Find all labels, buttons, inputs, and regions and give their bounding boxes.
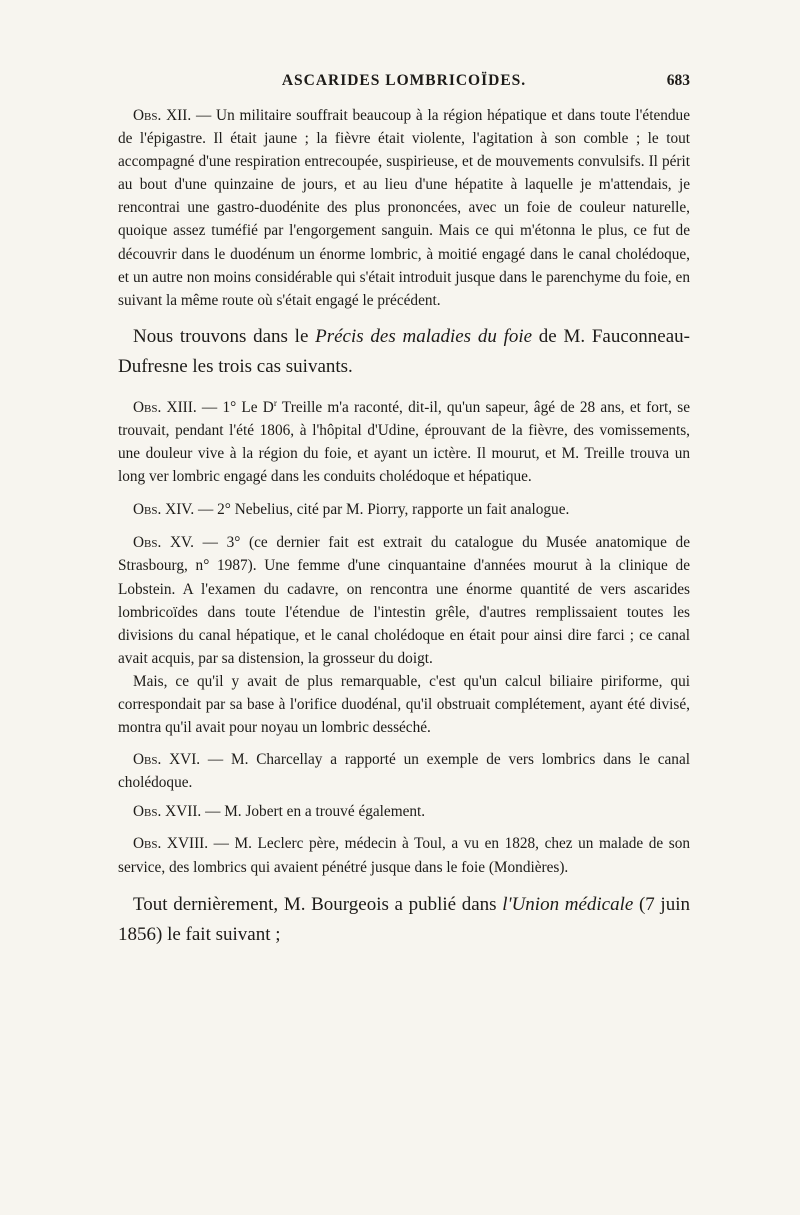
running-title: ASCARIDES LOMBRICOÏDES.: [281, 72, 527, 89]
observation-xvi: [118, 748, 690, 794]
observation-text-pre: — 1° Le D: [196, 398, 274, 416]
intro-text: Nous trouvons dans le: [133, 325, 316, 347]
observation-xv-continued: [118, 670, 690, 739]
intro-text-end: de M. Fauconneau-Dufresne les trois cas suivants.: [118, 325, 690, 377]
observation-text: — M. Leclerc père, médecin à Toul, a vu en 1828, chez un malade de son service, des lombrics qui avaient pénétré jusque dans le foie (Mondières).: [118, 835, 691, 876]
running-head: [118, 72, 690, 100]
observation-label: Obs. XII.: [133, 107, 192, 124]
book-page: [118, 72, 690, 950]
observation-text: — Un militaire souffrait beaucoup à la région hépatique et dans toute l'étendue de l'épigastre. Il était jaune ; la fièvre était violente, l'agitation à son comble ; le tout accompagné d'une respiration entrecoupée, suspirieuse, et de mouvements convulsifs. Il périt au bout d'une quinzaine de jours, et au lieu d'une hépatite à laquelle je m'attendais, je rencontrai une gastro-duodénite des plus prononcées, avec un foie de couleur naturelle, quoique assez tuméfié par l'engorgement sanguin. Mais ce qui m'étonna le plus, ce fut de découvrir dans le duodénum un énorme lombric, à moitié engagé dans le canal cholédoque, et un autre non moins considérable qui s'était introduit jusque dans le parenchyme du foie, en suivant la même route où s'était engagé le précédent.: [118, 107, 690, 309]
observation-label: Obs. XV.: [133, 534, 194, 552]
observation-label: Obs. XVII.: [133, 803, 202, 821]
observation-label: Obs. XIV.: [133, 501, 195, 519]
observation-xii: [118, 104, 690, 312]
closing-text: Tout dernièrement, M. Bourgeois a publié dans: [133, 893, 503, 915]
journal-title: l'Union médicale: [502, 893, 634, 915]
observation-text: Mais, ce qu'il y avait de plus remarquable, c'est qu'un calcul biliaire piriforme, qui correspondait par sa base à l'orifice duodénal, qu'il obstruait complétement, ayant été divisé, montra qu'il avait pour noyau un lombric desséché.: [118, 672, 690, 737]
observation-text: — 2° Nebelius, cité par M. Piorry, rapporte un fait analogue.: [194, 501, 570, 519]
observation-xiv: [118, 498, 690, 521]
observation-label: Obs. XVI.: [133, 751, 201, 769]
closing-text-end: (7 juin 1856) le fait suivant ;: [118, 893, 690, 945]
observation-text: Treille m'a raconté, dit-il, qu'un sapeur, âgé de 28 ans, et fort, se trouvait, pendant l'été 1806, à l'hôpital d'Udine, éprouvant de la fièvre, des vomissements, une douleur vive à la région du foie, et ayant un ictère. Il mourut, et M. Treille trouva un long ver lombric engagé dans les conduits cholédoque et hépatique.: [118, 398, 690, 486]
observation-xvii: [118, 800, 690, 823]
observation-xiii: [118, 396, 690, 488]
intro-paragraph: [118, 322, 690, 382]
observation-xv: [118, 531, 690, 670]
observation-label: Obs. XIII.: [133, 398, 197, 416]
observation-text: — 3° (ce dernier fait est extrait du catalogue du Musée anatomique de Strasbourg, n° 1987). Une femme d'une cinquantaine d'années mourut à la clinique de Lobstein. A l'examen du cadavre, on rencontra une énorme quantité de vers ascarides lombricoïdes dans toute l'étendue de l'intestin grêle, d'autres remplissaient toutes les divisions du canal hépatique, et le canal cholédoque en était pour ainsi dire farci ; ce canal avait acquis, par sa distension, la grosseur du doigt.: [118, 534, 690, 667]
closing-paragraph: [118, 890, 690, 950]
observation-text: — M. Charcellay a rapporté un exemple de vers lombrics dans le canal cholédoque.: [118, 751, 690, 792]
observation-text: — M. Jobert en a trouvé également.: [201, 803, 426, 821]
observation-label: Obs. XVIII.: [133, 835, 209, 853]
superscript: r: [273, 398, 277, 409]
observation-xviii: [118, 832, 690, 878]
page-number: 683: [666, 72, 690, 89]
book-title: Précis des maladies du foie: [315, 325, 533, 347]
